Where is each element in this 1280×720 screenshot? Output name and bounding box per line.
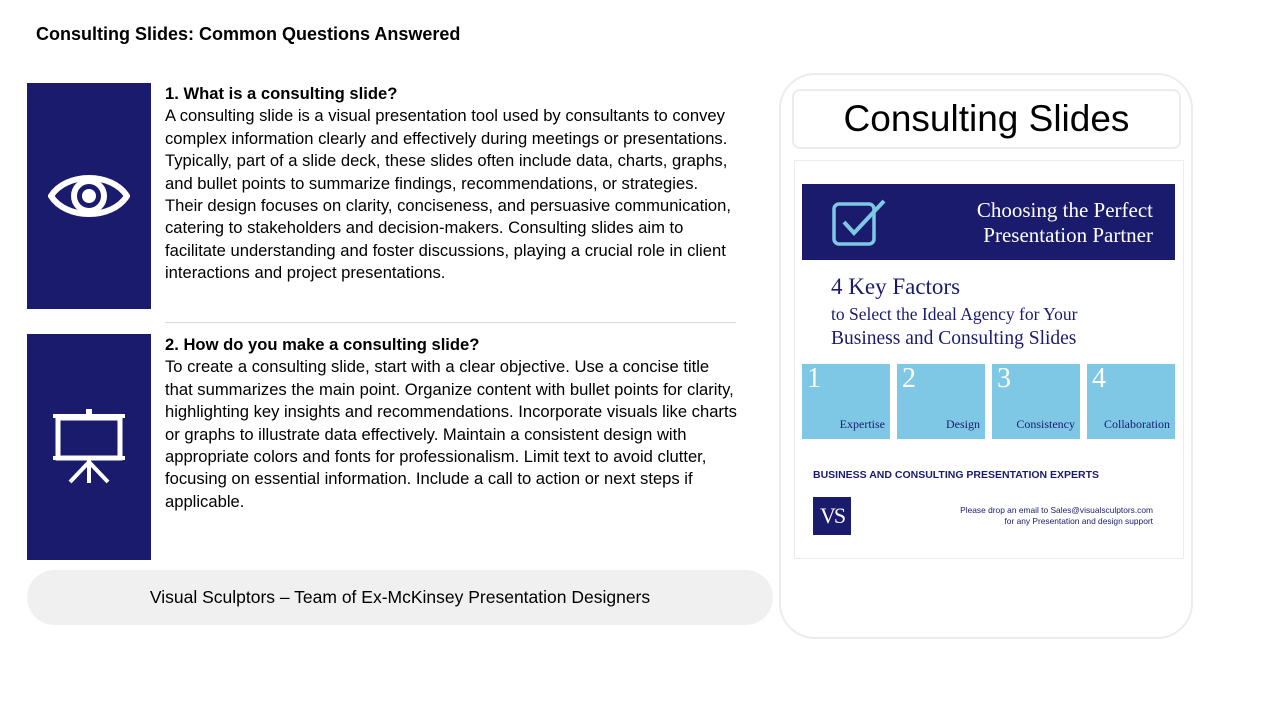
banner-line-2: Presentation Partner [983, 223, 1153, 247]
factors-subtitle-2: Business and Consulting Slides [831, 328, 1077, 349]
qa-item-1 [165, 83, 737, 285]
experts-caption: BUSINESS AND CONSULTING PRESENTATION EXPERTS [813, 469, 1100, 481]
factor-tile-2 [897, 364, 985, 439]
tile-label: Collaboration [1104, 417, 1170, 431]
presentation-icon-block [27, 334, 151, 560]
banner-line-1: Choosing the Perfect [976, 198, 1153, 222]
factor-tile-4 [1087, 364, 1175, 439]
preview-heading: Consulting Slides [792, 89, 1181, 149]
tile-label: Design [946, 417, 980, 431]
factor-tile-1 [802, 364, 890, 439]
divider [165, 322, 736, 323]
banner-text [977, 198, 1153, 248]
question-2: 2. How do you make a consulting slide? [165, 335, 480, 354]
eye-icon [48, 170, 130, 222]
factors-title: 4 Key Factors [831, 274, 961, 299]
tile-label: Consistency [1016, 417, 1075, 431]
tile-number: 1 [807, 363, 821, 394]
tile-label: Expertise [839, 417, 885, 431]
answer-1: A consulting slide is a visual presentation tool used by consultants to convey complex information clearly and effectively during meetings or presentations. Typically, part of a slide deck, these slides often include data, charts, graphs, and bullet points to summarize findings, recommendations, or strategies. Their design focuses on clarity, conciseness, and persuasive communication, catering to stakeholders and decision-makers. Consulting slides aim to facilitate understanding and foster discussions, playing a crucial role in client interactions and project presentations. [165, 106, 732, 283]
qa-item-2 [165, 334, 737, 513]
presentation-board-icon [50, 409, 128, 485]
preview-banner [802, 184, 1175, 260]
question-1: 1. What is a consulting slide? [165, 84, 398, 103]
factors-subtitle-1: to Select the Ideal Agency for Your [831, 304, 1078, 324]
page-title: Consulting Slides: Common Questions Answered [36, 24, 461, 44]
contact-line-1: Please drop an email to Sales@visualsculptors.com [960, 505, 1153, 515]
tile-number: 2 [902, 363, 916, 394]
factor-tile-3 [992, 364, 1080, 439]
eye-icon-block [27, 83, 151, 309]
contact-text [960, 505, 1153, 527]
tile-number: 3 [997, 363, 1011, 394]
tagline-pill [27, 570, 773, 625]
answer-2: To create a consulting slide, start with a clear objective. Use a concise title that summarizes the main point. Organize content with bullet points for clarity, highlighting key insights and recommendations. Incorporate visuals like charts or graphs to illustrate data effectively. Maintain a consistent design with appropriate colors and fonts for professionalism. Limit text to avoid clutter, focusing on essential information. Include a call to action or next steps if applicable. [165, 357, 737, 511]
contact-line-2: for any Presentation and design support [1004, 516, 1153, 526]
vs-logo: VS [813, 497, 851, 535]
tagline-text: Visual Sculptors – Team of Ex-McKinsey Presentation Designers [149, 587, 651, 607]
checkbox-icon [832, 198, 888, 248]
tile-number: 4 [1092, 363, 1106, 394]
